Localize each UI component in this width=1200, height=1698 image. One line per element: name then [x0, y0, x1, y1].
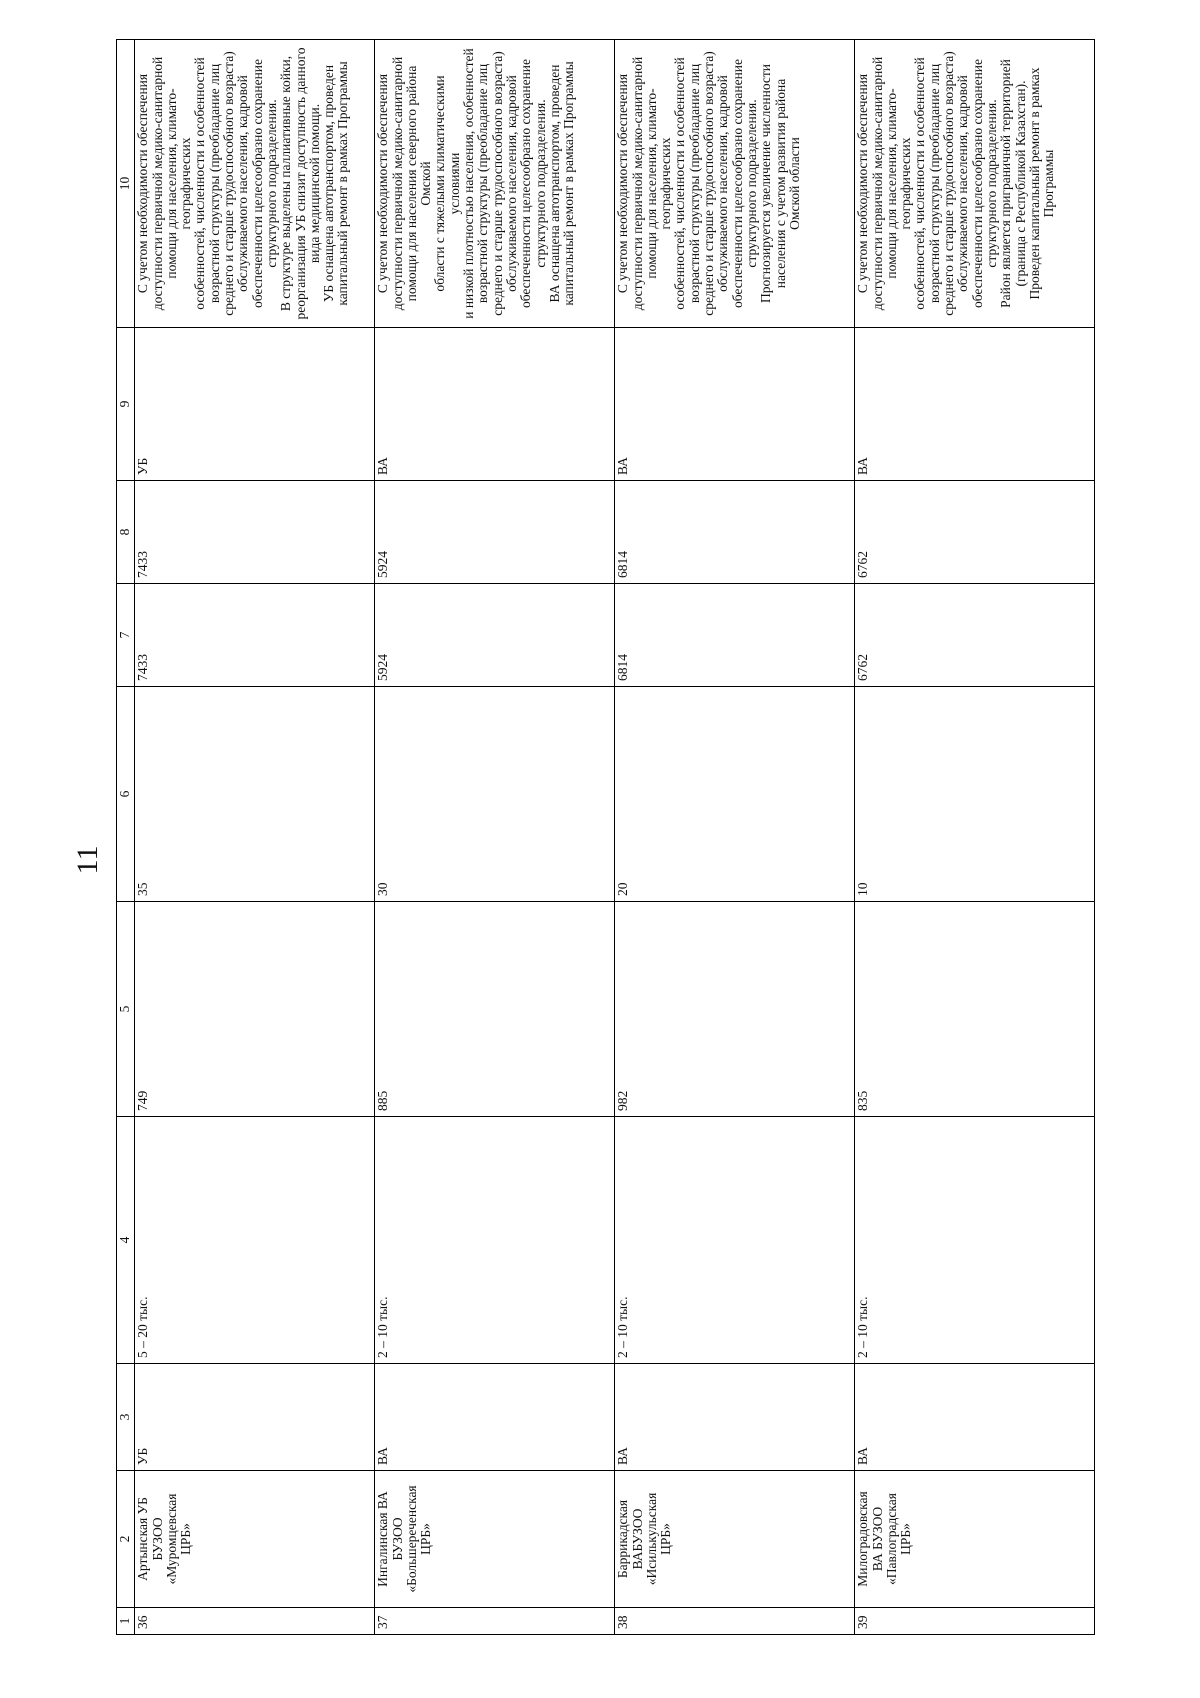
column-8-value: 7433: [135, 481, 375, 584]
justification-note-line: среднего и старше трудоспособного возраста): [489, 51, 505, 316]
justification-note-line: помощи для населения северного района Омской: [403, 65, 434, 302]
justification-note-line: особенностей, численности и особенностей: [192, 57, 208, 310]
column-8-value: 6814: [615, 481, 855, 584]
column-header-2: 2: [117, 1471, 135, 1608]
justification-note-line: Прогнозируется увеличение численности: [758, 63, 774, 304]
justification-note-line: (граница с Республикой Казахстан).: [1012, 80, 1028, 287]
facility-type-proposed: ВА: [855, 328, 1095, 481]
justification-note-line: капитальный ремонт в рамках Программы: [561, 61, 577, 306]
column-header-1: 1: [117, 1608, 135, 1635]
justification-note-line: обслуживаемого населения, кадровой: [235, 75, 251, 292]
facility-name-line: «Павлоградская: [883, 1493, 899, 1585]
column-7-value: 6762: [855, 584, 1095, 687]
justification-note-line: С учетом необходимости обеспечения: [375, 73, 391, 294]
facility-name-line: ВА БУЗОО: [869, 1506, 885, 1572]
facility-name: [135, 1471, 375, 1608]
facility-name-line: ЦРБ»: [658, 1523, 674, 1555]
justification-note-line: ВА оснащена автотранспортом, проведен: [546, 64, 562, 303]
justification-note-line: доступности первичной медико-санитарной: [629, 56, 645, 311]
justification-note: [375, 40, 615, 328]
facilities-table: [116, 39, 1095, 1635]
column-6-value: 20: [615, 687, 855, 902]
column-8-value: 6762: [855, 481, 1095, 584]
facility-name-line: «Большереченская: [403, 1485, 419, 1593]
justification-note-line: вида медицинской помощи.: [306, 103, 322, 264]
justification-note-line: обеспеченности целесообразно сохранение: [518, 58, 534, 309]
justification-note: [855, 40, 1095, 328]
population-range: 5 – 20 тыс.: [135, 1117, 375, 1364]
row-number: 38: [615, 1608, 855, 1635]
column-5-value: 885: [375, 902, 615, 1117]
column-header-6: 6: [117, 687, 135, 902]
justification-note-line: реорганизация УБ снизит доступность данного: [292, 47, 308, 320]
facility-type: УБ: [135, 1364, 375, 1471]
justification-note-line: области с тяжелыми климатическими условиями: [432, 75, 462, 292]
justification-note-line: обслуживаемого населения, кадровой: [503, 75, 519, 292]
justification-note: [135, 40, 375, 328]
page-number: 11: [71, 845, 104, 875]
justification-note: [615, 40, 855, 328]
population-range: 2 – 10 тыс.: [615, 1117, 855, 1364]
justification-note-line: обслуживаемого населения, кадровой: [955, 75, 971, 292]
justification-note-line: особенностей, численности и особенностей: [912, 57, 928, 310]
facility-name-line: ЦРБ»: [178, 1523, 194, 1555]
justification-note-line: обеспеченности целесообразно сохранение: [729, 58, 745, 309]
column-6-value: 30: [375, 687, 615, 902]
justification-note-line: структурного подразделения.: [743, 99, 759, 268]
facility-name-line: ВАБУЗОО: [629, 1508, 645, 1570]
facility-type: ВА: [375, 1364, 615, 1471]
justification-note-line: среднего и старше трудоспособного возраста): [221, 51, 237, 316]
column-7-value: 7433: [135, 584, 375, 687]
justification-note-line: капитальный ремонт в рамках Программы: [335, 61, 351, 306]
justification-note-line: обеспеченности целесообразно сохранение: [249, 58, 265, 309]
facility-type-proposed: ВА: [375, 328, 615, 481]
table-row: [375, 40, 615, 1635]
facility-type-proposed: ВА: [615, 328, 855, 481]
justification-note-line: С учетом необходимости обеспечения: [855, 73, 871, 294]
justification-note-line: помощи для населения, климато-географических: [163, 88, 194, 279]
justification-note-line: возрастной структуры (преобладание лиц: [926, 63, 942, 304]
justification-note-line: УБ оснащена автотранспортом, проведен: [321, 64, 337, 303]
column-5-value: 982: [615, 902, 855, 1117]
column-header-9: 9: [117, 328, 135, 481]
justification-note-line: структурного подразделения.: [532, 99, 548, 268]
justification-note-line: помощи для населения, климато-географических: [643, 88, 674, 279]
row-number: 36: [135, 1608, 375, 1635]
facility-name: [855, 1471, 1095, 1608]
facility-name-line: ЦРБ»: [898, 1523, 914, 1555]
header-row: [117, 40, 135, 1635]
column-header-8: 8: [117, 481, 135, 584]
justification-note-line: доступности первичной медико-санитарной: [149, 56, 165, 311]
justification-note-line: особенностей, численности и особенностей: [672, 57, 688, 310]
justification-note-line: структурного подразделения.: [983, 99, 999, 268]
column-7-value: 6814: [615, 584, 855, 687]
justification-note-line: доступности первичной медико-санитарной: [389, 56, 405, 311]
column-6-value: 10: [855, 687, 1095, 902]
facility-name-line: «Исилькульская: [643, 1492, 659, 1586]
population-range: 2 – 10 тыс.: [375, 1117, 615, 1364]
facility-name-line: БУЗОО: [389, 1517, 405, 1561]
table-body: [135, 40, 1095, 1635]
justification-note-line: населения с учетом развития района: [772, 78, 788, 289]
rotated-table-container: [116, 40, 1091, 1635]
facility-name-line: БУЗОО: [149, 1517, 165, 1561]
justification-note-line: обслуживаемого населения, кадровой: [715, 75, 731, 292]
facility-name: [615, 1471, 855, 1608]
facility-name-line: Ингалинская ВА: [375, 1491, 391, 1587]
column-header-4: 4: [117, 1117, 135, 1364]
justification-note-line: возрастной структуры (преобладание лиц: [206, 63, 222, 304]
justification-note-line: структурного подразделения.: [263, 99, 279, 268]
table-row: [855, 40, 1095, 1635]
column-6-value: 35: [135, 687, 375, 902]
justification-note-line: В структуре выделены паллиативные койки,: [278, 55, 294, 312]
facility-name-line: ЦРБ»: [418, 1523, 434, 1555]
justification-note-line: Проведен капитальный ремонт в рамках: [1026, 67, 1042, 300]
justification-note-line: среднего и старше трудоспособного возраста): [941, 51, 957, 316]
justification-note-line: С учетом необходимости обеспечения: [615, 73, 631, 294]
facility-name: [375, 1471, 615, 1608]
column-header-5: 5: [117, 902, 135, 1117]
table-row: [135, 40, 375, 1635]
justification-note-line: Программы: [1041, 149, 1057, 218]
table-header: [117, 40, 135, 1635]
row-number: 37: [375, 1608, 615, 1635]
facility-type-proposed: УБ: [135, 328, 375, 481]
population-range: 2 – 10 тыс.: [855, 1117, 1095, 1364]
justification-note-line: доступности первичной медико-санитарной: [869, 56, 885, 311]
column-5-value: 749: [135, 902, 375, 1117]
justification-note-line: Омской области: [786, 137, 802, 230]
column-8-value: 5924: [375, 481, 615, 584]
justification-note-line: С учетом необходимости обеспечения: [135, 73, 151, 294]
row-number: 39: [855, 1608, 1095, 1635]
table-row: [615, 40, 855, 1635]
justification-note-line: Район является приграничной территорией: [998, 59, 1014, 308]
column-header-7: 7: [117, 584, 135, 687]
column-5-value: 835: [855, 902, 1095, 1117]
justification-note-line: среднего и старше трудоспособного возраста): [701, 51, 717, 316]
justification-note-line: возрастной структуры (преобладание лиц: [686, 63, 702, 304]
facility-name-line: Милоградовская: [855, 1491, 871, 1587]
column-header-3: 3: [117, 1364, 135, 1471]
justification-note-line: помощи для населения, климато-географических: [883, 88, 914, 279]
justification-note-line: возрастной структуры (преобладание лиц: [475, 63, 491, 304]
column-header-10: 10: [117, 40, 135, 328]
facility-name-line: «Муромцевская: [163, 1493, 179, 1585]
column-7-value: 5924: [375, 584, 615, 687]
facility-type: ВА: [615, 1364, 855, 1471]
justification-note-line: и низкой плотностью населения, особенностей: [461, 48, 477, 319]
facility-type: ВА: [855, 1364, 1095, 1471]
justification-note-line: обеспеченности целесообразно сохранение: [969, 58, 985, 309]
facility-name-line: Артынская УБ: [135, 1497, 151, 1581]
facility-name-line: Баррикадская: [615, 1499, 631, 1579]
